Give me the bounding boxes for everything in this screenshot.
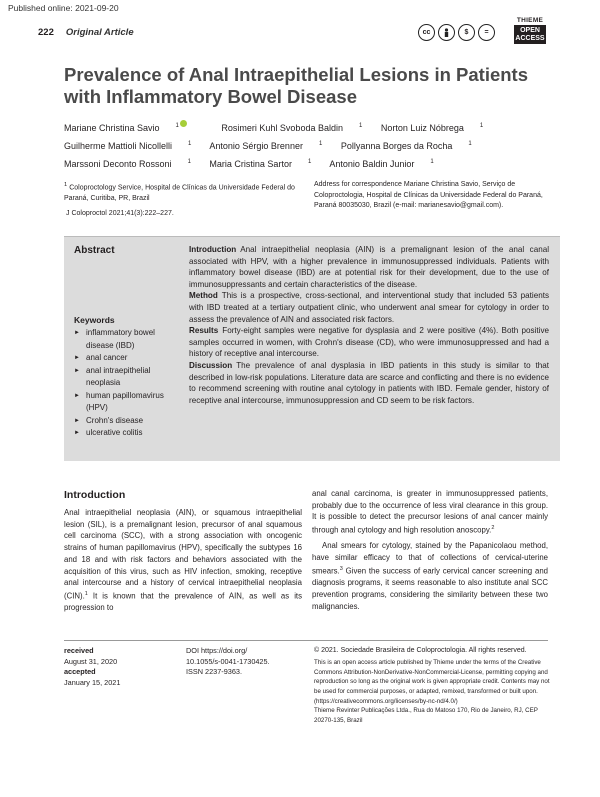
author[interactable]: Rosimeri Kuhl Svoboda Baldin $^1$ <box>221 123 363 133</box>
author[interactable]: Maria Cristina Sartor $^1$ <box>209 159 312 169</box>
author[interactable]: Marssoni Deconto Rossoni $^1$ <box>64 159 191 169</box>
author[interactable]: Antonio Sérgio Brenner $^1$ <box>209 141 323 151</box>
introduction-right-column <box>312 488 548 612</box>
cc-nd-icon: = <box>478 24 495 41</box>
received-date: August 31, 2020 <box>64 656 118 666</box>
cc-by-icon <box>438 24 455 41</box>
article-type: Original Article <box>65 27 134 38</box>
abstract-section: Method This is a prospective, cross-sectional, and interventional study that included 53 patients with IBD treated at a tertiary outpatient clinic, who underwent anal smear for cytology in order to assess the prevalence of AIN and associated risk factors. <box>189 291 549 324</box>
published-online-date: Published online: 2021-09-20 <box>8 3 119 13</box>
thieme-name: THIEME <box>516 17 544 24</box>
abstract-section: Results Forty-eight samples were negative for dysplasia and 2 were positive (4%). Both positive samples occurred in women, with Crohn's disease (CD), who were immunosuppressed and had a history of receptive anal intercourse. <box>189 326 549 359</box>
paragraph: Anal smears for cytology, stained by the Papanicolaou method, have similar efficacy to that of collections of cervical-uterine smears.$^3$ Given the success of early cervical cancer screening and diagnosis programs, it seems reasonable to also institute anal SCC prevention programs, considering the similarity between these two malignancies. <box>312 541 548 611</box>
introduction-heading: Introduction <box>64 489 126 501</box>
open-access-badge <box>514 25 546 44</box>
introduction-left-column: Anal intraepithelial neoplasia (AIN), or squamous intraepithelial lesion (SIL), is a premalignant lesion, precursor of anal squamous cell carcinoma (SCC), with a strong association with oncogenic strains of human papillomavirus (HPV), specifically the subtypes 16 and 18 and with risk factors and behaviors associated with the acquisition of this virus, such as HIV infection, smoking, receptive anal intercourse and a history of cervical intraepithelial neoplasia (CIN).$^1$ It is known that the prevalence of AIN, as well as its progression to <box>64 508 302 613</box>
author[interactable]: Antonio Baldin Junior $^1$ <box>329 159 434 169</box>
license-text: This is an open access article published by Thieme under the terms of the Creative Commons Attribution-NonDerivative-NonCommercial-License, permitting copying and reproduction so long as the original work is given appropriate credit. Contents may not be used for commercial purposes, or adapted, remixed, transformed or built upon. (https://creativecommons.org/licenses/by-nc-nd/4.0/) <box>314 659 550 705</box>
received-label: received <box>64 646 94 655</box>
publisher-text: Thieme Revinter Publicações Ltda., Rua do Matoso 170, Rio de Janeiro, RJ, CEP 20270-135, Brazil <box>314 707 538 724</box>
cc-license-icons[interactable] <box>418 24 495 41</box>
copyright-text: © 2021. Sociedade Brasileira de Coloproctologia. All rights reserved. <box>314 647 527 654</box>
open-label: OPEN <box>520 27 540 34</box>
copyright-block <box>314 646 550 725</box>
doi-block <box>186 646 270 678</box>
keyword-list <box>74 327 184 440</box>
access-label: ACCESS <box>515 34 545 42</box>
doi-value[interactable]: 10.1055/s-0041-1730425. <box>186 656 270 666</box>
article-title: Prevalence of Anal Intraepithelial Lesions in Patients with Inflammatory Bowel Disease <box>64 64 529 107</box>
reference-link[interactable]: 3 <box>339 565 343 572</box>
keyword-item: ► Crohn's disease <box>74 415 184 428</box>
abstract-heading: Abstract <box>74 245 115 256</box>
accepted-label: accepted <box>64 667 96 676</box>
article-dates <box>64 646 120 688</box>
keyword-item: ► anal cancer <box>74 352 184 365</box>
issn: ISSN 2237-9363. <box>186 667 242 676</box>
author[interactable]: Norton Luiz Nóbrega $^1$ <box>380 123 484 133</box>
author[interactable]: Pollyanna Borges da Rocha $^1$ <box>340 141 472 151</box>
correspondence-address <box>314 180 544 212</box>
abstract-section: Discussion The prevalence of anal dysplasia in IBD patients in this study is similar to that described in low-risk populations. Literature data are scarce and conflicting and there is no evidence to recommend screening with routine anal cytology in patients with IBD. Female gender, history of receptive anal intercourse, immunosuppression and CD seem to be risk factors. <box>189 360 549 405</box>
cc-icon: cc <box>418 24 435 41</box>
thieme-open-access-logo[interactable] <box>514 17 546 44</box>
doi-label[interactable]: DOI https://doi.org/ <box>186 646 248 655</box>
keyword-item: ► ulcerative colitis <box>74 427 184 440</box>
author-row <box>64 136 544 154</box>
journal-citation: J Coloproctol 2021;41(3):222–227. <box>66 210 174 217</box>
correspondence-text: Mariane Christina Savio, Serviço de Coloproctologia, Hospital de Clínicas da Universidade Federal do Paraná, Paraná 80035030, Brazil (e-mail: marianesavio@gmail.com). <box>314 181 543 209</box>
correspondence-label: Address for correspondence <box>314 181 402 188</box>
reference-link[interactable]: 2 <box>491 525 495 532</box>
running-header <box>38 27 134 38</box>
author[interactable]: Mariane Christina Savio $^1$ <box>64 123 203 133</box>
affiliation-text: Coloproctology Service, Hospital de Clínicas da Universidade Federal do Paraná, Curitiba, PR, Brazil <box>64 184 295 202</box>
keyword-item: ► anal intraepithelial neoplasia <box>74 365 184 390</box>
abstract-section: Introduction Anal intraepithelial neoplasia (AIN) is a premalignant lesion of the anal canal associated with HPV, with a higher prevalence in immunosuppressed individuals. Patients with inflammatory bowel disease (IBD) are at potential risk for their development, due to the use of immunosuppressants and certain characteristics of the disease. <box>189 245 549 289</box>
paragraph: anal canal carcinoma, is greater in immunosuppressed patients, probably due to the occurrence of less viral clearance in this group. It is possible to detect the precursor lesions of anal cancer mainly through anal cytology and high resolution anoscopy.$^2$ <box>312 489 548 535</box>
page-number: 222 <box>38 27 54 38</box>
author-row <box>64 118 544 136</box>
cc-nc-icon: $ <box>458 24 475 41</box>
affiliation <box>64 180 308 204</box>
keyword-item: ► human papillomavirus (HPV) <box>74 390 184 415</box>
abstract-text <box>189 244 549 406</box>
keyword-item: ► inflammatory bowel disease (IBD) <box>74 327 184 352</box>
orcid-icon[interactable] <box>180 120 187 127</box>
author[interactable]: Guilherme Mattioli Nicollelli $^1$ <box>64 141 192 151</box>
author-list <box>64 118 544 172</box>
footer-divider <box>64 640 548 641</box>
keywords-heading: Keywords <box>74 315 115 325</box>
author-row <box>64 154 544 172</box>
reference-link[interactable]: 1 <box>84 590 88 597</box>
accepted-date: January 15, 2021 <box>64 677 121 687</box>
affiliation-sup: 1 <box>64 182 68 188</box>
